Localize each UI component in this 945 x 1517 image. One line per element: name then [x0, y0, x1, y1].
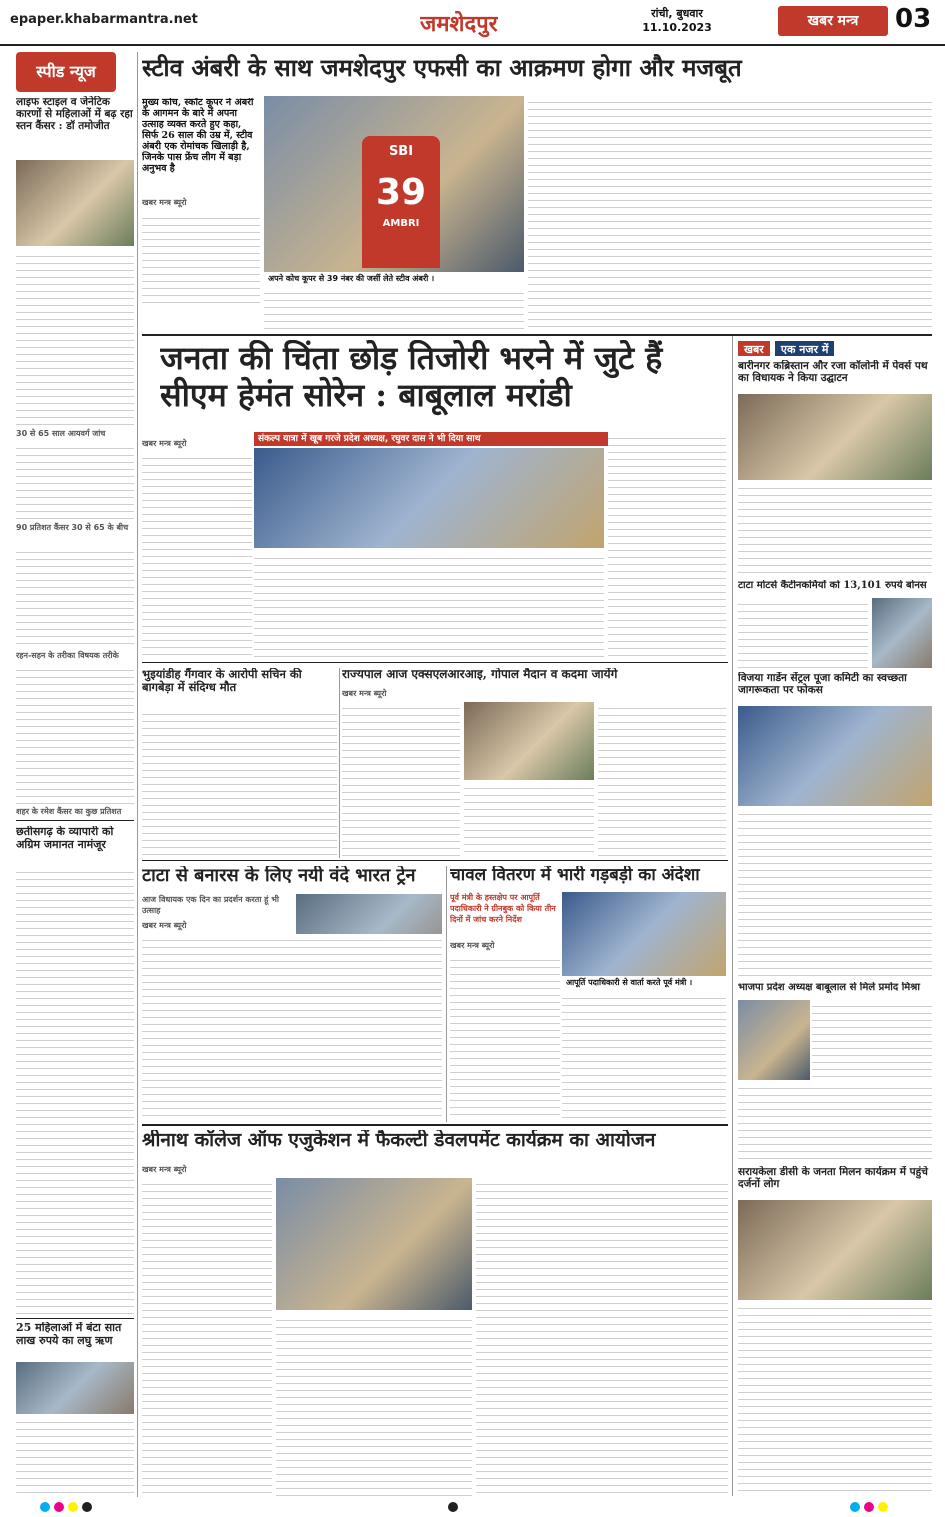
college-text-col1	[142, 1178, 272, 1496]
sidebar-item-puja[interactable]: विजया गार्डेन सेंट्रल पूजा कमिटी का स्वच्छता जागरूकता पर फोकस	[738, 672, 907, 697]
politics-headline[interactable]: जनता की चिंता छोड़ तिजोरी भरने में जुटे हैं सीएम हेमंत सोरेन : बाबूलाल मरांडी	[160, 340, 663, 414]
story-text-block	[16, 250, 134, 425]
train-headline[interactable]: टाटा से बनारस के लिए नयी वंदे भारत ट्रेन	[142, 866, 416, 886]
story-text-block	[16, 546, 134, 648]
rice-headline[interactable]: चावल वितरण में भारी गड़बड़ी का अंदेशा	[450, 866, 700, 885]
sidebar-photo-dc	[738, 1200, 932, 1300]
sidebar-text	[738, 598, 868, 668]
story-text-block	[16, 442, 134, 520]
college-text-cols	[476, 1178, 728, 1496]
rice-photo-caption: आपूर्ति पदाधिकारी से वार्ता करते पूर्व मंत्री ।	[562, 976, 726, 990]
politics-byline: खबर मन्त्र ब्यूरो	[142, 439, 187, 448]
column-rule	[339, 668, 340, 858]
edition-date-block	[642, 6, 712, 34]
edition-city: जमशेदपुर	[420, 11, 498, 37]
divider	[142, 334, 932, 336]
lead-byline: खबर मन्त्र ब्यूरो	[142, 198, 187, 207]
sidebar-item-meeting[interactable]: भाजपा प्रदेश अध्यक्ष बाबूलाल से मिले प्रमोद मिश्रा	[738, 982, 920, 993]
page-number: 03	[895, 4, 932, 34]
masthead	[0, 0, 945, 46]
jersey-number: 39	[375, 172, 427, 213]
place-day: रांची, बुधवार	[651, 7, 703, 20]
column-rule	[732, 336, 733, 1496]
jersey	[362, 136, 440, 268]
column-rule	[137, 52, 138, 1497]
story-sachin-text	[142, 708, 337, 856]
train-byline: खबर मन्त्र ब्यूरो	[142, 921, 187, 930]
rice-text-col1	[450, 954, 560, 1119]
lead-text-under-photo	[264, 287, 524, 329]
lead-quote: मुख्य कोच, स्कॉट कूपर ने अंबरी के आगमन के बारे में अपना उत्साह व्यक्त करते हुए कहा, सिर्फ 26 साल की उम्र में, स्टीव अंबरी एक रोमांचक खिलाड़ी है, जिनके पास फ्रेंच लीग में बड़ा अनुभव है	[142, 98, 254, 174]
college-headline[interactable]: श्रीनाथ कॉलेज ऑफ एजुकेशन में फैकल्टी डेवलपमेंट कार्यक्रम का आयोजन	[142, 1130, 656, 1151]
sidebar-text	[738, 482, 932, 576]
sidebar-text	[738, 808, 932, 978]
loan-photo	[16, 1362, 134, 1414]
politics-text-col1	[142, 452, 252, 657]
subhead-ramesh: शहर के रमेश कैंसर का कुछ प्रतिशत	[16, 807, 122, 816]
sidebar-item-dc[interactable]: सरायकेला डीसी के जनता मिलन कार्यक्रम में पहुंचे दर्जनों लोग	[738, 1166, 928, 1191]
speed-news-logo: स्पीड न्यूज	[16, 52, 116, 92]
divider	[16, 1318, 134, 1319]
subhead-lifestyle: रहन-सहन के तरीका विषयक तरीके	[16, 651, 119, 660]
sidebar-text	[738, 1302, 932, 1496]
sidebar-photo-puja	[738, 706, 932, 806]
lead-photo	[264, 96, 524, 272]
politics-photo	[254, 448, 604, 548]
reg-mark	[40, 1502, 50, 1512]
rice-byline: खबर मन्त्र ब्यूरो	[450, 941, 495, 950]
sidebar-item-pavers[interactable]: बारीनगर कब्रिस्तान और रजा कॉलोनी में पेवर्स पथ का विधायक ने किया उद्घाटन	[738, 360, 928, 385]
reg-mark	[448, 1502, 458, 1512]
story-bail-title[interactable]: छतीसगढ़ के व्यापारी को अग्रिम जमानत नामंजूर	[16, 826, 114, 851]
train-photo-caption: आज विधायक एक दिन का प्रदर्शन करता हूं भी उत्साह	[142, 895, 279, 915]
divider	[142, 860, 728, 861]
seminar-photo	[16, 160, 134, 246]
reg-mark	[54, 1502, 64, 1512]
story-text-block	[16, 664, 134, 804]
sidebar-text	[812, 1000, 932, 1080]
subhead-age-group: 30 से 65 साल आयवर्ग जांच	[16, 429, 106, 438]
sidebar-tag-glance: एक नजर में	[775, 341, 835, 356]
governor-byline: खबर मन्त्र ब्यूरो	[342, 689, 387, 698]
jersey-sponsor: SBI	[388, 144, 414, 159]
brand-logo: खबर मन्त्र	[778, 6, 888, 36]
lead-text-cols	[528, 96, 932, 328]
politics-text	[254, 552, 604, 657]
sidebar-item-bonus[interactable]: टाटा मोटर्स कैंटीनकर्मियों को 13,101 रुपये बोनस	[738, 580, 927, 591]
jersey-name: AMBRI	[382, 218, 420, 229]
reg-mark	[82, 1502, 92, 1512]
lead-headline[interactable]: स्टीव अंबरी के साथ जमशेदपुर एफसी का आक्रमण होगा और मजबूत	[142, 54, 742, 82]
divider	[142, 662, 728, 663]
reg-mark	[850, 1502, 860, 1512]
reg-mark	[68, 1502, 78, 1512]
politics-text-col4	[608, 432, 726, 657]
sidebar-header	[738, 338, 932, 356]
lead-photo-caption: अपने कोच कूपर से 39 नंबर की जर्सी लेते स्टीव अंबरी ।	[264, 272, 524, 286]
sidebar-photo-pavers	[738, 394, 932, 480]
site-url[interactable]: epaper.khabarmantra.net	[10, 12, 198, 27]
college-byline: खबर मन्त्र ब्यूरो	[142, 1165, 187, 1174]
sidebar-photo-meeting	[738, 1000, 810, 1080]
story-governor-text-col3	[598, 702, 726, 856]
train-text	[142, 934, 442, 1119]
subhead-ninety-percent: 90 प्रतिशत कैंसर 30 से 65 के बीच	[16, 523, 129, 532]
story-governor-title[interactable]: राज्यपाल आज एक्सएलआरआइ, गोपाल मैदान व कदमा जायेंगे	[342, 668, 618, 681]
rice-kicker: पूर्व मंत्री के हस्तक्षेप पर आपूर्ति पदाधिकारी ने ग्रीनबुक को किया तीन दिनों में जांच करने निर्देश	[450, 893, 556, 924]
sidebar-tag-news: खबर	[738, 341, 770, 356]
print-registration-marks	[0, 1500, 945, 1514]
rice-photo	[562, 892, 726, 976]
story-text-block	[16, 1416, 134, 1496]
sidebar-text	[738, 1082, 932, 1160]
story-breast-cancer-title[interactable]: लाइफ स्टाइल व जेनेटिक कारणों से महिलाओं में बढ़ रहा स्तन कैंसर : डॉ तमोजीत	[16, 96, 133, 133]
story-governor-text-col1	[342, 702, 460, 856]
column-rule	[446, 866, 447, 1122]
story-sachin-title[interactable]: भुइयांडीह गैंगवार के आरोपी सचिन की बागबेड़ा में संदिग्ध मौत	[142, 668, 302, 695]
story-loan-title[interactable]: 25 महिलाओं में बंटा सात लाख रुपये का लघु ऋण	[16, 1322, 122, 1347]
governor-photo	[464, 702, 594, 780]
sidebar-photo-bonus	[872, 598, 932, 668]
edition-date: 11.10.2023	[642, 21, 712, 34]
reg-mark	[864, 1502, 874, 1512]
lead-text-col1	[142, 212, 260, 307]
story-governor-text-col2	[464, 782, 594, 856]
story-text-block	[16, 866, 134, 1316]
politics-photo-caption: संकल्प यात्रा में खूब गरजे प्रदेश अध्यक्ष, रघुवर दास ने भी दिया साथ	[254, 432, 612, 446]
college-text-col2	[276, 1314, 472, 1496]
reg-mark	[878, 1502, 888, 1512]
rice-text-col2	[562, 992, 726, 1119]
college-photo	[276, 1178, 472, 1310]
divider	[142, 1124, 728, 1126]
divider	[16, 820, 134, 821]
